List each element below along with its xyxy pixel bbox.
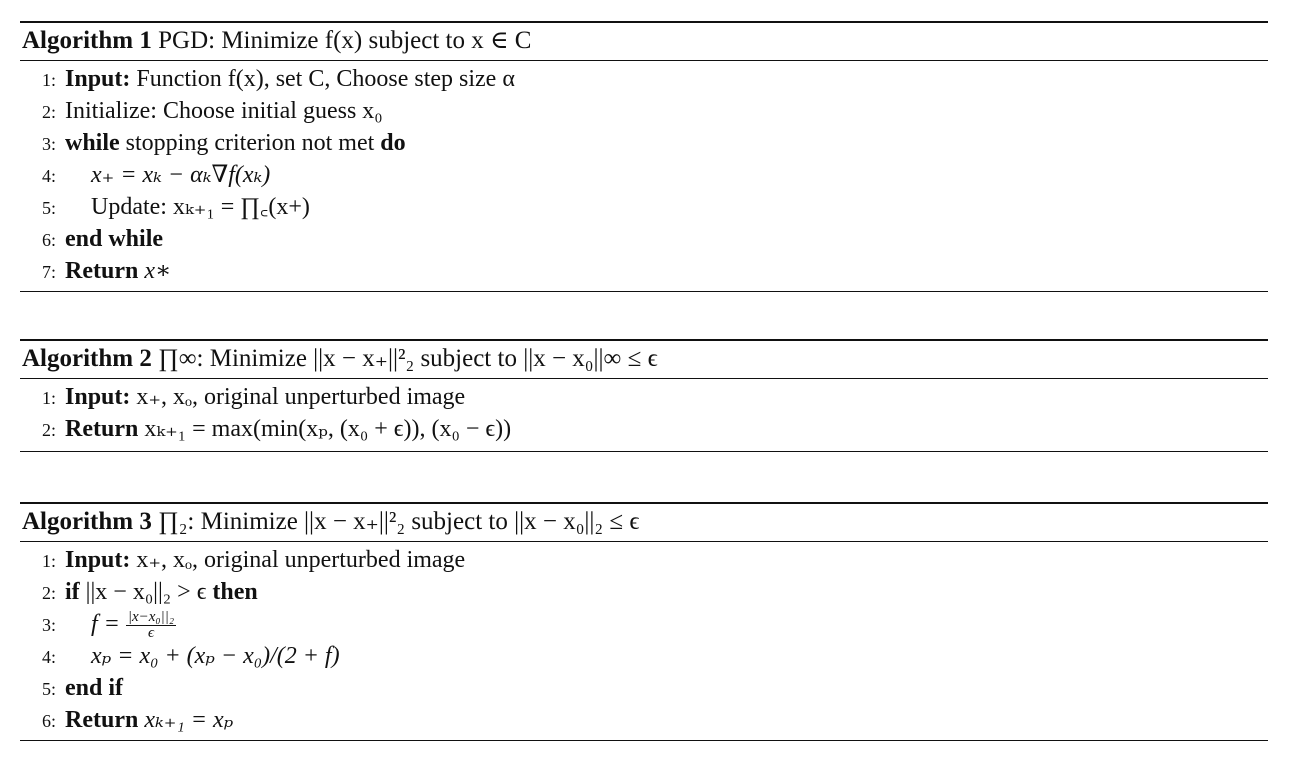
algo-line <box>20 63 1268 95</box>
algorithm-label: Algorithm 1 <box>22 27 152 54</box>
fraction-numerator: |x−x₀||₂ <box>127 608 175 625</box>
line-number: 7: <box>41 262 56 282</box>
keyword: end if <box>65 675 124 701</box>
algorithm-title: ∏∞: Minimize ||x − x₊||²₂ subject to ||x − x₀||∞ ≤ ϵ <box>158 345 658 372</box>
algorithm-caption <box>20 23 1268 60</box>
keyword: while <box>65 130 120 156</box>
line-number: 6: <box>41 711 56 731</box>
keyword: if <box>65 579 80 605</box>
line-text: f = <box>91 611 120 637</box>
line-number: 2: <box>41 102 56 122</box>
line-number: 4: <box>41 647 56 667</box>
bottom-rule <box>20 291 1268 292</box>
algo-line <box>20 381 1268 413</box>
fraction-denominator: ϵ <box>147 624 155 641</box>
keyword: Input: <box>65 384 131 410</box>
line-text: x₊ = xₖ − αₖ∇f(xₖ) <box>91 162 271 188</box>
fraction <box>126 610 176 641</box>
keyword: do <box>380 130 406 156</box>
keyword: end while <box>65 226 164 252</box>
line-text: Initialize: Choose initial guess x₀ <box>65 98 383 124</box>
algorithm-title: PGD: Minimize f(x) subject to x ∈ C <box>158 27 532 54</box>
algorithm-body <box>20 379 1268 445</box>
algo-line <box>20 704 1268 736</box>
keyword: then <box>212 579 258 605</box>
algo-line <box>20 159 1268 191</box>
line-number: 4: <box>41 166 56 186</box>
algo-line <box>20 223 1268 255</box>
line-number: 5: <box>41 198 56 218</box>
keyword: Input: <box>65 547 131 573</box>
line-text: x₊, xₒ, original unperturbed image <box>136 384 466 410</box>
algo-line <box>20 413 1268 445</box>
algo-line <box>20 608 1268 640</box>
algo-line <box>20 672 1268 704</box>
line-text: stopping criterion not met <box>125 130 375 156</box>
line-text: Update: xₖ₊₁ = ∏꜀(x+) <box>91 194 310 220</box>
keyword: Return <box>65 707 139 733</box>
line-number: 1: <box>41 551 56 571</box>
line-number: 5: <box>41 679 56 699</box>
algo-line <box>20 255 1268 287</box>
algo-line <box>20 127 1268 159</box>
algo-line <box>20 95 1268 127</box>
algo-line <box>20 544 1268 576</box>
line-number: 6: <box>41 230 56 250</box>
line-number: 3: <box>41 615 56 635</box>
algorithm-1 <box>20 21 1268 292</box>
algo-line <box>20 640 1268 672</box>
bottom-rule <box>20 740 1268 741</box>
keyword: Input: <box>65 66 131 92</box>
line-text: Function f(x), set C, Choose step size α <box>136 66 515 92</box>
algorithm-caption <box>20 504 1268 541</box>
algorithm-title: ∏₂: Minimize ||x − x₊||²₂ subject to ||x − x₀||₂ ≤ ϵ <box>158 508 640 535</box>
algorithm-body <box>20 542 1268 736</box>
algo-line <box>20 191 1268 223</box>
algorithm-2 <box>20 339 1268 452</box>
line-number: 3: <box>41 134 56 154</box>
line-text: xₖ₊₁ = xₚ <box>144 707 234 733</box>
line-number: 2: <box>41 420 56 440</box>
algorithm-body <box>20 61 1268 287</box>
line-number: 1: <box>41 70 56 90</box>
algorithm-label: Algorithm 2 <box>22 345 152 372</box>
algorithm-3 <box>20 502 1268 741</box>
line-text: xₚ = x₀ + (xₚ − x₀)/(2 + f) <box>91 643 340 669</box>
keyword: Return <box>65 416 139 442</box>
line-number: 2: <box>41 583 56 603</box>
line-text: xₖ₊₁ = max(min(xₚ, (x₀ + ϵ)), (x₀ − ϵ)) <box>144 416 512 442</box>
line-text: ||x − x₀||₂ > ϵ <box>85 579 207 605</box>
bottom-rule <box>20 451 1268 452</box>
line-text: x₊, xₒ, original unperturbed image <box>136 547 466 573</box>
line-number: 1: <box>41 388 56 408</box>
line-text: x∗ <box>144 258 172 284</box>
algorithm-label: Algorithm 3 <box>22 508 152 535</box>
keyword: Return <box>65 258 139 284</box>
algo-line <box>20 576 1268 608</box>
algorithm-caption <box>20 341 1268 378</box>
